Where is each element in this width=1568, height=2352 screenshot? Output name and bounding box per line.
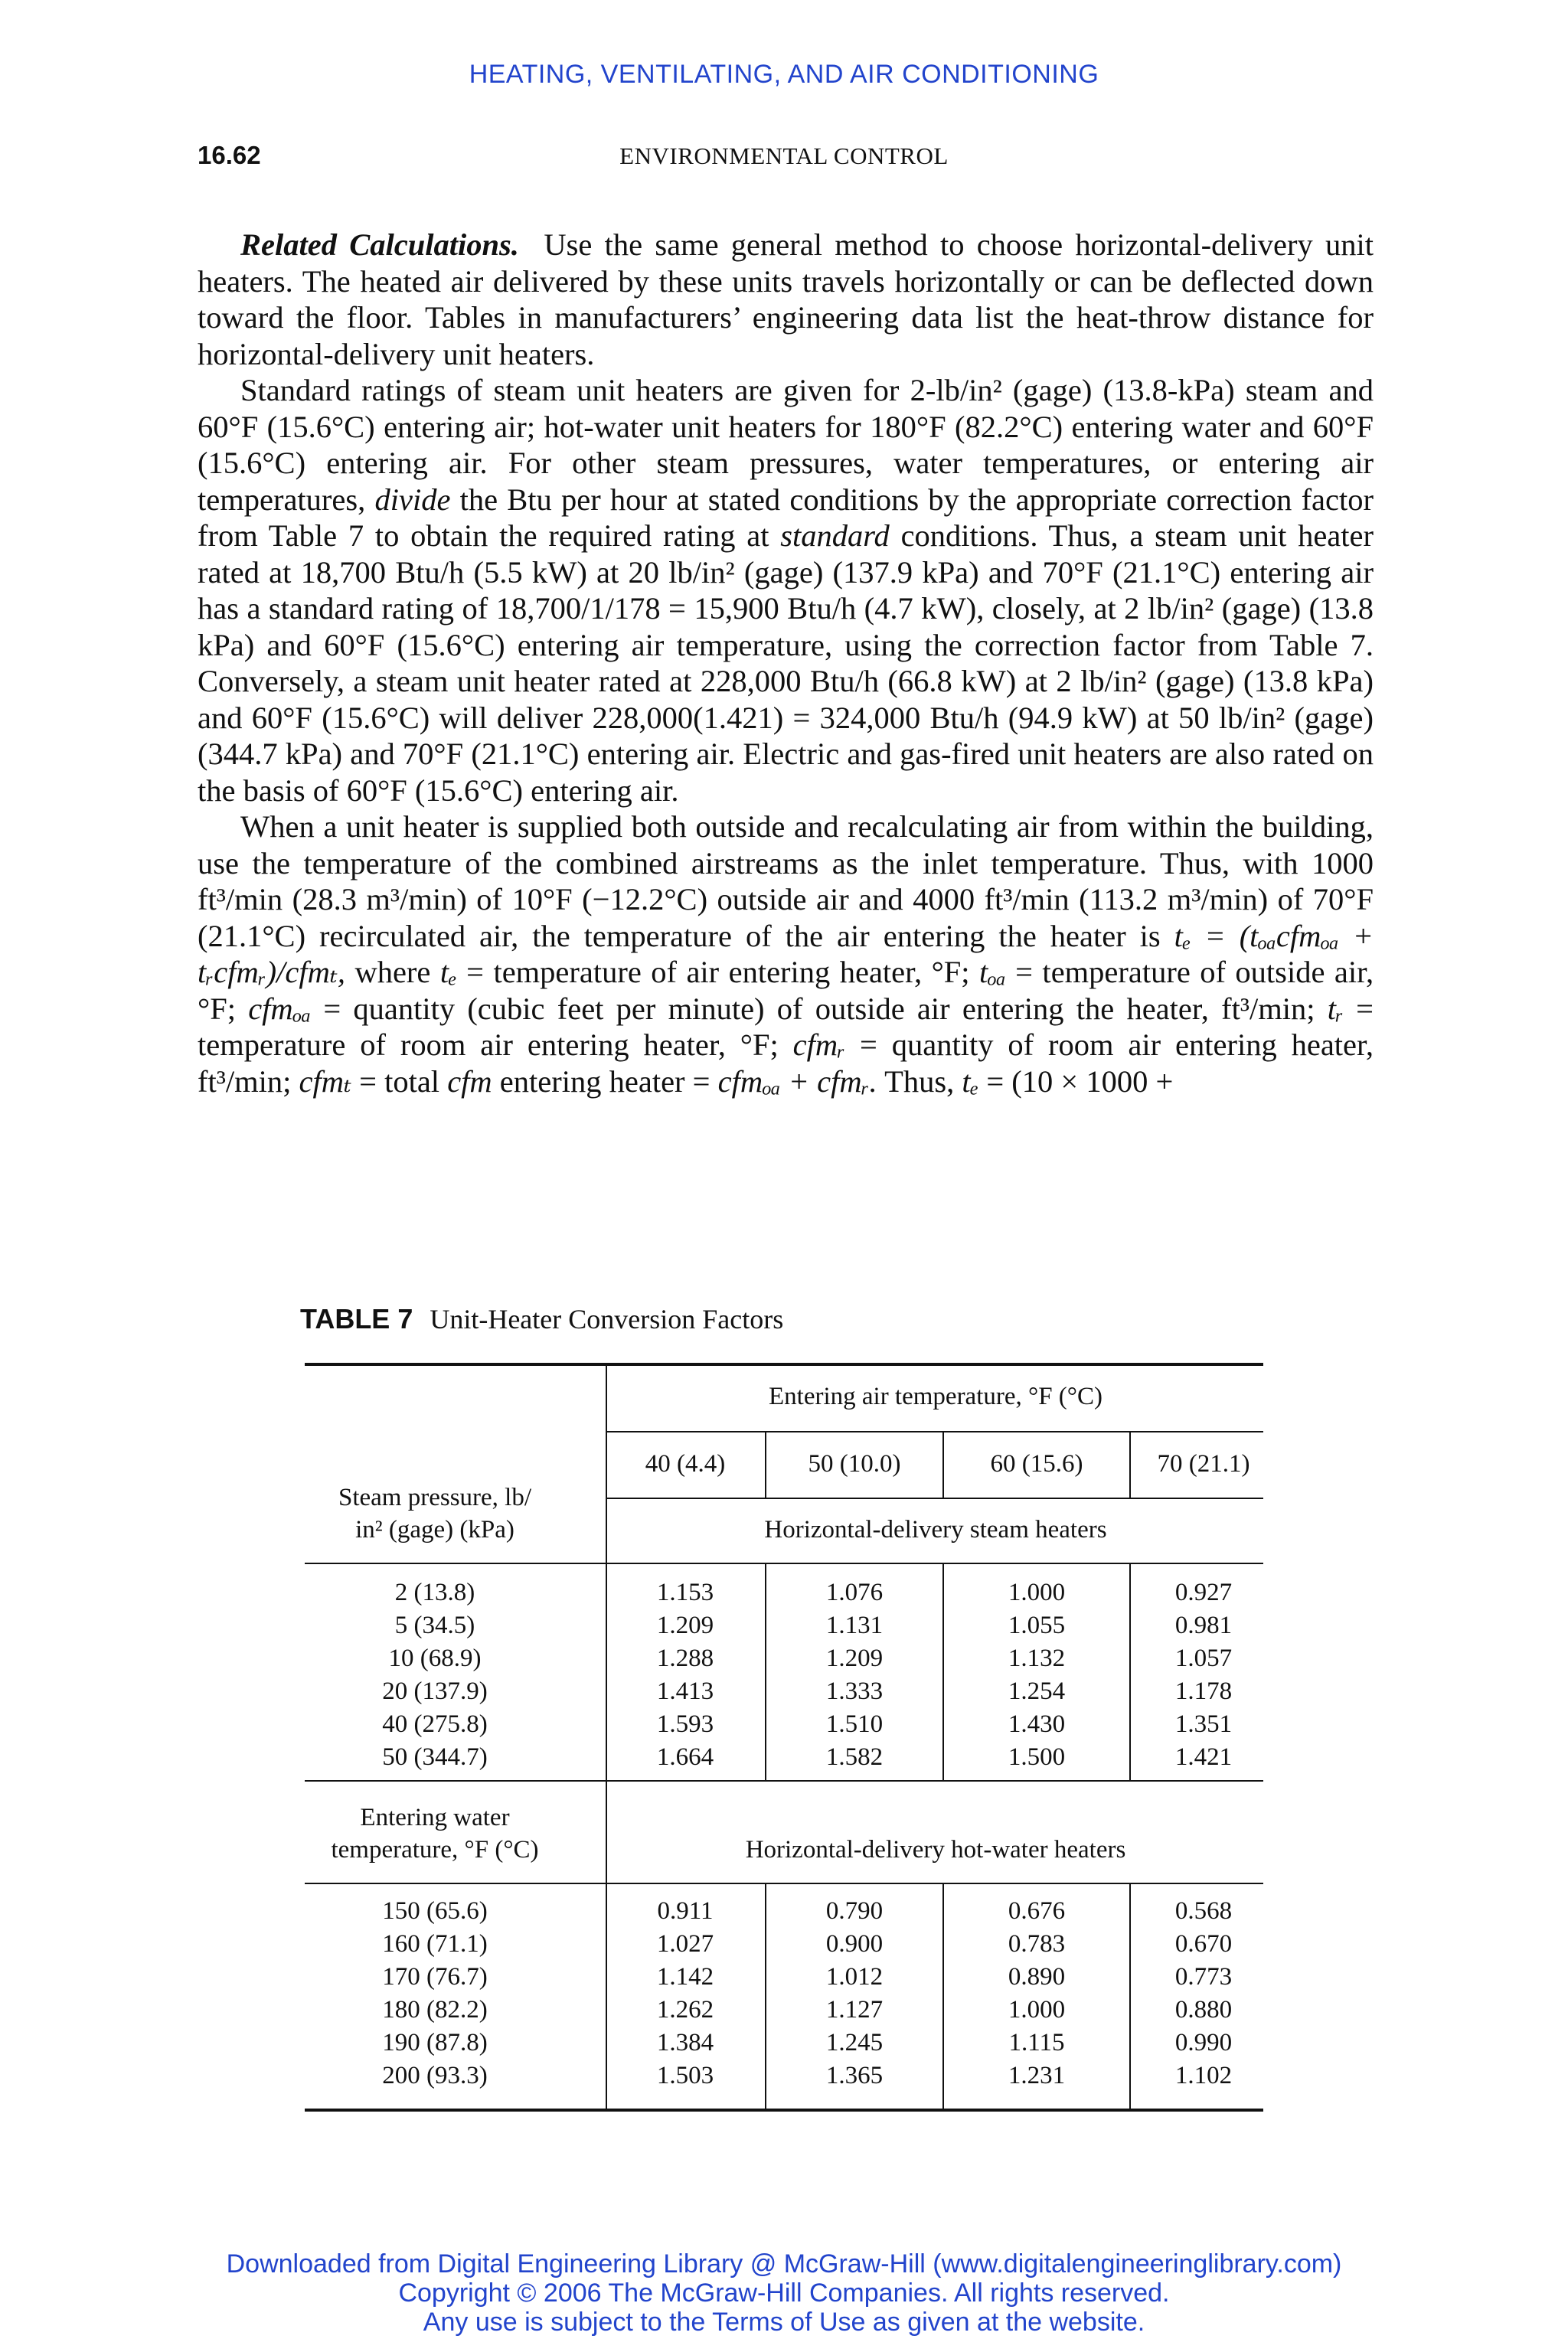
emphasis-standard: standard bbox=[780, 518, 890, 553]
steam-row-label: 2 (13.8) bbox=[394, 1579, 475, 1606]
table-cell: 1.413 bbox=[656, 1677, 714, 1705]
symbol-cfmr: cfmᵣ bbox=[792, 1027, 846, 1062]
paragraph-text: = quantity (cubic feet per minute) of outside air entering the heater, ft³/min; bbox=[323, 991, 1315, 1026]
table-cell: 1.351 bbox=[1174, 1710, 1233, 1738]
steam-pressure-header: in² (gage) (kPa) bbox=[355, 1516, 514, 1544]
formula-te: tₑ = (tₒₐcfmₒₐ + tᵣcfmᵣ)/cfmₜ, bbox=[198, 918, 1374, 989]
table-cell: 1.055 bbox=[1008, 1612, 1066, 1639]
paragraph-text: entering heater = bbox=[499, 1063, 710, 1099]
paragraph-text: Use the same general method to choose horizontal-delivery unit heaters. The heated air delivered by these units travels horizontally or can be deflected down toward the floor. Tables in manufacturers’ engineering data list the heat-throw distance for horizontal-delivery unit heaters. bbox=[198, 227, 1374, 371]
water-row-label: 180 (82.2) bbox=[382, 1996, 488, 2024]
table-cell: 1.430 bbox=[1008, 1710, 1066, 1738]
paragraph-text: Standard ratings of steam unit heaters are given for 2-lb/in² (gage) (13.8-kPa) steam and 60°F (15.6°C) entering air; hot-water unit heaters for 180°F (82.2°C) entering water and 60°F (15.6°C) entering air. For other steam pressures, water temperatures, or entering air temperatures, bbox=[198, 373, 1374, 517]
steam-row-label: 10 (68.9) bbox=[388, 1645, 482, 1672]
column-header: 40 (4.4) bbox=[645, 1450, 726, 1478]
water-row-label: 150 (65.6) bbox=[382, 1897, 488, 1925]
running-head: ENVIRONMENTAL CONTROL bbox=[619, 142, 949, 169]
paragraph-text: Thus, bbox=[884, 1063, 955, 1099]
table-cell: 1.503 bbox=[656, 2062, 714, 2089]
paragraph-text: = total bbox=[359, 1063, 440, 1099]
table-cell: 1.384 bbox=[656, 2029, 714, 2056]
table-cell: 1.057 bbox=[1174, 1645, 1233, 1672]
water-row-label: 170 (76.7) bbox=[382, 1963, 488, 1991]
water-row-label: 190 (87.8) bbox=[382, 2029, 488, 2056]
table-cell: 1.510 bbox=[825, 1710, 884, 1738]
table-cell: 0.880 bbox=[1174, 1996, 1233, 2024]
water-temperature-header: temperature, °F (°C) bbox=[331, 1836, 539, 1864]
table-cell: 0.783 bbox=[1008, 1930, 1066, 1958]
paragraph-text: = temperature of room air entering heater, °F; bbox=[198, 991, 1374, 1062]
table-cell: 0.927 bbox=[1174, 1579, 1233, 1606]
symbol-te: tₑ bbox=[439, 955, 457, 989]
symbol-cfm: cfm bbox=[447, 1063, 492, 1099]
table-cell: 1.012 bbox=[825, 1963, 884, 1991]
table-cell: 1.127 bbox=[825, 1996, 884, 2024]
symbol-cfmoa: cfmₒₐ bbox=[248, 991, 312, 1026]
column-header: 50 (10.0) bbox=[808, 1450, 901, 1478]
table-cell: 1.000 bbox=[1008, 1579, 1066, 1606]
table-cell: 1.209 bbox=[825, 1645, 884, 1672]
table-cell: 1.178 bbox=[1174, 1677, 1233, 1705]
group-header: Entering air temperature, °F (°C) bbox=[769, 1383, 1102, 1410]
table-cell: 1.254 bbox=[1008, 1677, 1066, 1705]
symbol-cfmt: cfmₜ bbox=[299, 1063, 351, 1099]
symbol-tr: tᵣ bbox=[1327, 991, 1344, 1026]
table-cell: 0.981 bbox=[1174, 1612, 1233, 1639]
symbol-cfm-sum: cfmₒₐ + cfmᵣ. bbox=[717, 1063, 877, 1099]
book-title-banner: HEATING, VENTILATING, AND AIR CONDITIONING bbox=[469, 60, 1099, 89]
water-section-header: Horizontal-delivery hot-water heaters bbox=[745, 1836, 1126, 1864]
page-number: 16.62 bbox=[198, 141, 261, 169]
table-cell: 1.132 bbox=[1008, 1645, 1066, 1672]
steam-row-label: 40 (275.8) bbox=[382, 1710, 488, 1738]
footer-line-download: Downloaded from Digital Engineering Library @ McGraw-Hill (www.digitalengineeringlibrary.com) bbox=[226, 2249, 1342, 2278]
table-cell: 0.670 bbox=[1174, 1930, 1233, 1958]
steam-pressure-header: Steam pressure, lb/ bbox=[338, 1484, 532, 1511]
table-cell: 1.102 bbox=[1174, 2062, 1233, 2089]
column-header: 70 (21.1) bbox=[1157, 1450, 1250, 1478]
table-cell: 1.593 bbox=[656, 1710, 714, 1738]
paragraph-text: = temperature of outside air, °F; bbox=[198, 955, 1374, 1026]
table-cell: 0.773 bbox=[1174, 1963, 1233, 1991]
table-cell: 1.153 bbox=[656, 1579, 714, 1606]
column-header: 60 (15.6) bbox=[990, 1450, 1083, 1478]
table-cell: 0.890 bbox=[1008, 1963, 1066, 1991]
table-label: TABLE 7 bbox=[300, 1303, 413, 1334]
paragraph-text: = temperature of air entering heater, °F; bbox=[466, 955, 970, 989]
table-cell: 1.288 bbox=[656, 1645, 714, 1672]
table-cell: 1.664 bbox=[656, 1743, 714, 1771]
symbol-toa: tₒₐ bbox=[979, 955, 1006, 989]
paragraph-text: = (10 × 1000 + bbox=[986, 1063, 1174, 1099]
table-cell: 0.568 bbox=[1174, 1897, 1233, 1925]
table-cell: 1.115 bbox=[1008, 2029, 1065, 2056]
symbol-te-2: tₑ bbox=[962, 1063, 979, 1099]
table-cell: 0.911 bbox=[657, 1897, 714, 1925]
table-cell: 1.076 bbox=[825, 1579, 884, 1606]
steam-row-label: 5 (34.5) bbox=[394, 1612, 475, 1639]
paragraph-text: where bbox=[354, 955, 431, 989]
table-cell: 1.245 bbox=[825, 2029, 884, 2056]
run-in-heading: Related Calculations. bbox=[240, 227, 519, 262]
table-cell: 1.365 bbox=[825, 2062, 884, 2089]
table-cell: 1.027 bbox=[656, 1930, 714, 1958]
table-cell: 0.990 bbox=[1174, 2029, 1233, 2056]
paragraph-text: = quantity of room air entering heater, ft³/min; bbox=[198, 1027, 1374, 1099]
table-cell: 1.131 bbox=[825, 1612, 884, 1639]
table-cell: 1.333 bbox=[825, 1677, 884, 1705]
table-cell: 0.790 bbox=[825, 1897, 884, 1925]
paragraph-text: When a unit heater is supplied both outside and recalculating air from within the building, use the temperature of the combined airstreams as the inlet temperature. Thus, with 1000 ft³/min (28.3 m³/min) of 10°F (−12.2°C) outside air and 4000 ft³/min (113.2 m³/min) of 70°F (21.1°C) recirculated air, the temperature of the air entering the heater is bbox=[198, 809, 1374, 953]
table-title: Unit-Heater Conversion Factors bbox=[430, 1304, 784, 1334]
footer-line-terms: Any use is subject to the Terms of Use as given at the website. bbox=[423, 2308, 1145, 2337]
table-cell: 1.262 bbox=[656, 1996, 714, 2024]
table-cell: 1.000 bbox=[1008, 1996, 1066, 2024]
table-cell: 1.500 bbox=[1008, 1743, 1066, 1771]
download-footer bbox=[0, 2249, 1568, 2337]
paragraph-text: the Btu per hour at stated conditions by the appropriate correction factor from Table 7 to obtain the required rating at bbox=[198, 482, 1374, 553]
table-cell: 1.142 bbox=[656, 1963, 714, 1991]
emphasis-divide: divide bbox=[374, 482, 451, 517]
table-cell: 1.582 bbox=[825, 1743, 884, 1771]
steam-section-header: Horizontal-delivery steam heaters bbox=[764, 1516, 1107, 1544]
table-cell: 1.209 bbox=[656, 1612, 714, 1639]
table-cell: 0.676 bbox=[1008, 1897, 1066, 1925]
water-temperature-header: Entering water bbox=[360, 1804, 510, 1831]
steam-row-label: 50 (344.7) bbox=[382, 1743, 488, 1771]
table-cell: 1.421 bbox=[1174, 1743, 1233, 1771]
paragraph-text: conditions. Thus, a steam unit heater rated at 18,700 Btu/h (5.5 kW) at 20 lb/in² (gage) (137.9 kPa) and 70°F (21.1°C) entering air has a standard rating of 18,700/1/178 = 15,900 Btu/h (4.7 kW), closely, at 2 lb/in² (gage) (13.8 kPa) and 60°F (15.6°C) entering air temperature, using the correction factor from Table 7. Conversely, a steam unit heater rated at 228,000 Btu/h (66.8 kW) at 2 lb/in² (gage) (13.8 kPa) and 60°F (15.6°C) will deliver 228,000(1.421) = 324,000 Btu/h (94.9 kW) at 50 lb/in² (gage) (344.7 kPa) and 70°F (21.1°C) entering air. Electric and gas-fired unit heaters are also rated on the basis of 60°F (15.6°C) entering air. bbox=[198, 518, 1374, 808]
water-row-label: 200 (93.3) bbox=[382, 2062, 488, 2089]
table-cell: 1.231 bbox=[1008, 2062, 1066, 2089]
table-cell: 0.900 bbox=[825, 1930, 884, 1958]
footer-line-copyright: Copyright © 2006 The McGraw-Hill Companies. All rights reserved. bbox=[398, 2278, 1170, 2308]
water-row-label: 160 (71.1) bbox=[382, 1930, 488, 1958]
steam-row-label: 20 (137.9) bbox=[382, 1677, 488, 1705]
